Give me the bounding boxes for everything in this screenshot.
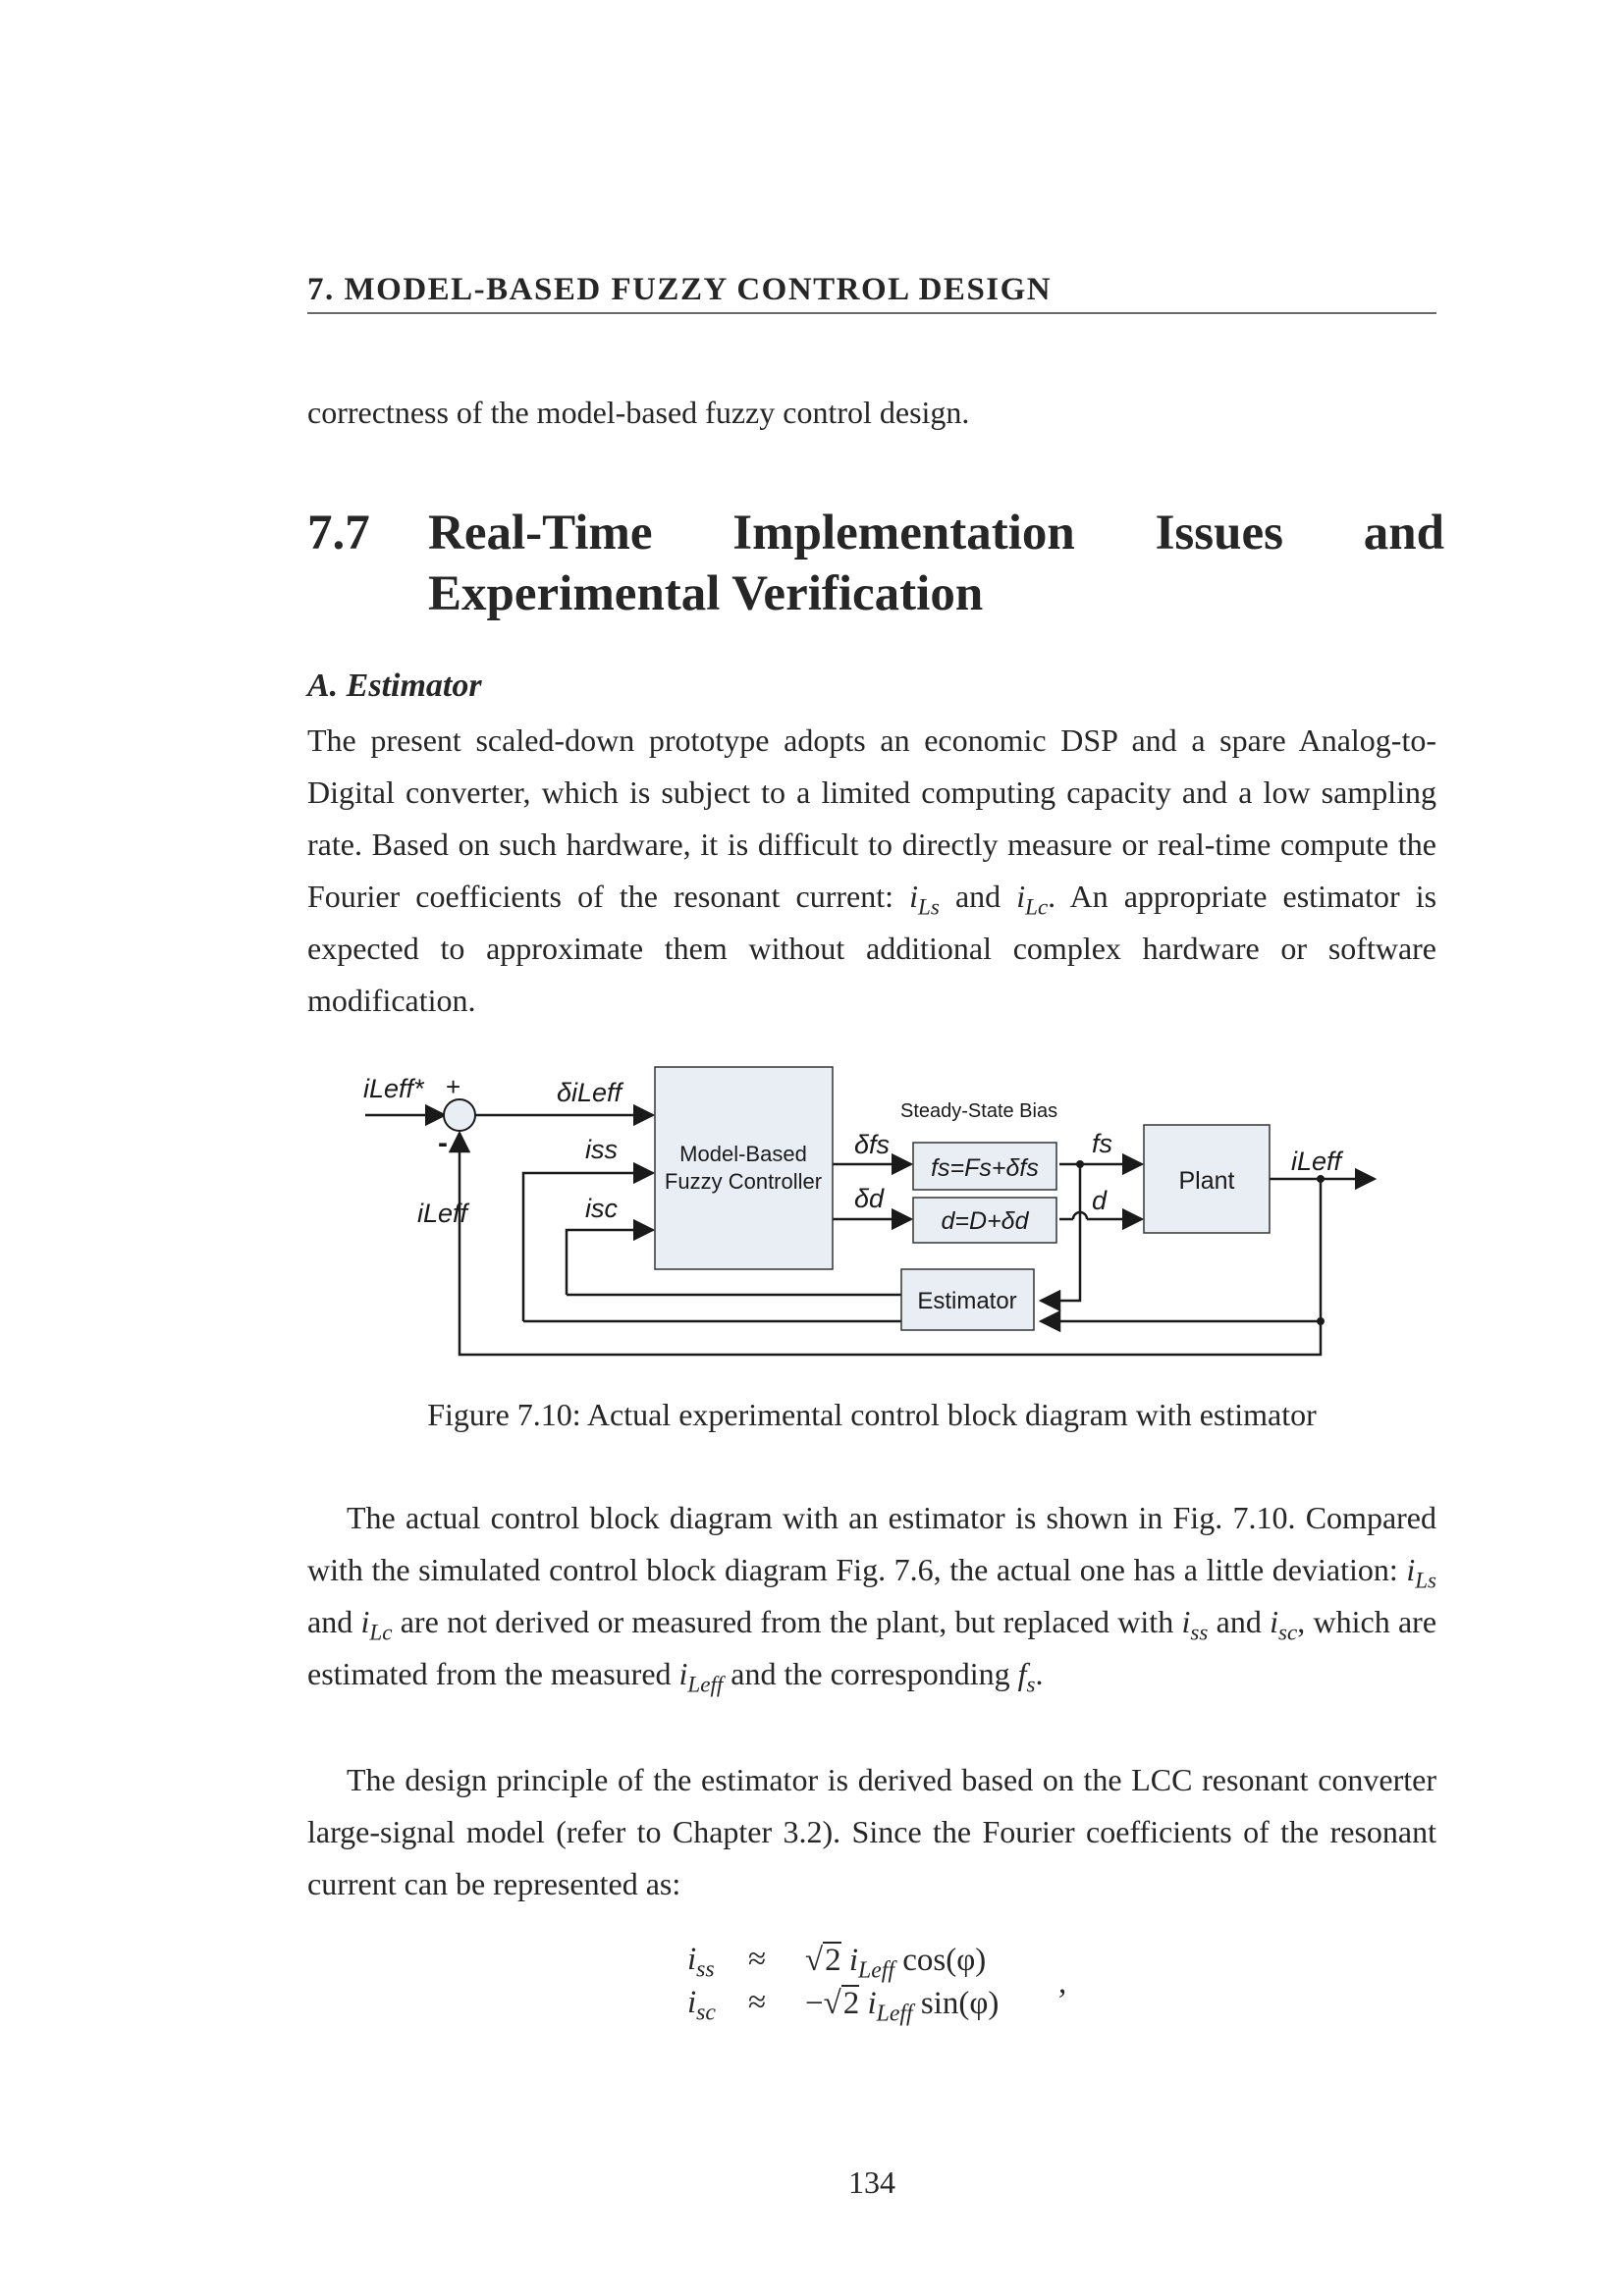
- eq1-relation: ≈: [748, 1942, 767, 1977]
- intro-line: correctness of the model-based fuzzy control design.: [307, 395, 970, 430]
- paragraph-1: The present scaled-down prototype adopts an economic DSP and a spare Analog-to-Digital converter, which is subject to a limited computing capacity and a low sampling rate. Based on such hardware, it is difficult to directly measure or real-time compute the Fourier coefficients of the resonant current: $i_{Ls}$ and $i_{Lc}$. An appropriate estimator is expected to approximate them without additional complex hardware or software modification.: [307, 722, 1437, 1018]
- equation-comma: ,: [1058, 1965, 1067, 2001]
- controller-block: [655, 1067, 833, 1269]
- junction-fs: [1076, 1160, 1084, 1168]
- math-iLs: $i_{Ls}$: [909, 879, 940, 920]
- summing-junction: [444, 1099, 475, 1131]
- math-iss: $i_{ss}$: [1181, 1604, 1209, 1645]
- junction-feedback: [1317, 1317, 1325, 1325]
- delta-d-label: δd: [854, 1184, 885, 1213]
- page-number: 134: [848, 2164, 895, 2200]
- section-number: 7.7: [307, 506, 370, 561]
- equation-block: [687, 1942, 1129, 2036]
- paragraph-2-s7: .: [1035, 1656, 1044, 1691]
- paragraph-2-s2: and: [307, 1604, 353, 1639]
- paragraph-3: The design principle of the estimator is derived based on the LCC resonant converter large-signal model (refer to Chapter 3.2). Since the Fourier coefficients of the resonant current can be represented as:: [307, 1762, 1436, 1901]
- junction-output: [1317, 1175, 1325, 1183]
- d-bias-label: d=D+δd: [941, 1207, 1029, 1235]
- block-diagram-figure: [353, 1060, 1394, 1374]
- output-signal-label: iLeff: [1291, 1147, 1342, 1176]
- summer-plus-sign: +: [446, 1072, 461, 1101]
- d-label: d: [1092, 1186, 1108, 1215]
- steady-state-bias-label: Steady-State Bias: [900, 1100, 1058, 1122]
- paragraph-2-s5: , which are estimated from the measured: [307, 1604, 1437, 1691]
- paragraph-2-s4: and: [1216, 1604, 1262, 1639]
- eq1-rhs: √2 $i_{Leff}$ cos(φ): [805, 1943, 987, 1984]
- paragraph-1-text-a: The present scaled-down prototype adopts an economic DSP and a spare Analog-to-Digital converter, which is subject to a limited computing capacity and a low sampling rate. Based on such hardware, it is difficult to directly measure or real-time compute the Fourier coefficients of the resonant current:: [307, 722, 1436, 914]
- summer-minus-sign: -: [438, 1127, 448, 1159]
- error-signal-label: δiLeff: [557, 1078, 622, 1107]
- eq1-function: cos(φ): [902, 1943, 987, 1978]
- eq1-lhs: $i_{ss}$: [687, 1942, 715, 1983]
- paragraph-2: [307, 1492, 1436, 1700]
- eq1-sqrt-arg: 2: [825, 1943, 841, 1978]
- block-diagram-svg: [353, 1060, 1394, 1374]
- paragraph-2-s3: are not derived or measured from the plant, but replaced with: [400, 1604, 1174, 1639]
- paragraph-1-and: and: [954, 879, 1001, 914]
- feedback-signal-label: iLeff: [417, 1199, 468, 1228]
- paragraph-2-s1: The actual control block diagram with an estimator is shown in Fig. 7.10. Compared with the simulated control block diagram Fig. 7.6, the actual one has a little deviation:: [307, 1500, 1436, 1587]
- math-iLc: $i_{Lc}$: [1016, 879, 1049, 920]
- math-iLs-2: $i_{Ls}$: [1406, 1552, 1437, 1593]
- wire-isc: [567, 1230, 653, 1295]
- delta-fs-label: δfs: [854, 1130, 891, 1159]
- fs-bias-label: fs=Fs+δfs: [931, 1154, 1039, 1182]
- eq2-sign: −: [805, 1986, 824, 2021]
- math-fs: $f_s$: [1017, 1656, 1036, 1697]
- paragraph-2-s6: and the corresponding: [730, 1656, 1010, 1691]
- plant-label: Plant: [1178, 1167, 1235, 1195]
- subsection-heading: A. Estimator: [307, 667, 482, 704]
- eq2-lhs: $i_{sc}$: [687, 1985, 716, 2026]
- iss-label: iss: [585, 1135, 618, 1164]
- reference-signal-label: iLeff*: [363, 1074, 424, 1103]
- estimator-label: Estimator: [917, 1288, 1017, 1314]
- isc-label: isc: [585, 1194, 618, 1223]
- running-header: 7. MODEL-BASED FUZZY CONTROL DESIGN: [307, 267, 1436, 314]
- paragraph-1-text-b: An appropriate estimator is expected to approximate them without additional complex hardware or software modification.: [307, 879, 1437, 1018]
- eq2-rhs: −√2 $i_{Leff}$ sin(φ): [805, 1986, 1000, 2027]
- section-title: Real-Time Implementation Issues and Experimental Verification: [428, 506, 1444, 621]
- math-iLeff: $i_{Leff}$: [678, 1656, 724, 1697]
- controller-label-line2: Fuzzy Controller: [664, 1169, 823, 1194]
- math-isc: $i_{sc}$: [1270, 1604, 1298, 1645]
- eq2-sqrt-arg: 2: [842, 1986, 860, 2021]
- eq2-function: sin(φ): [920, 1986, 1000, 2021]
- fs-label: fs: [1092, 1129, 1113, 1158]
- figure-caption: Figure 7.10: Actual experimental control block diagram with estimator: [427, 1397, 1317, 1432]
- eq2-relation: ≈: [748, 1985, 767, 2020]
- math-iLc-2: $i_{Lc}$: [360, 1604, 393, 1645]
- controller-label-line1: Model-Based: [679, 1142, 807, 1166]
